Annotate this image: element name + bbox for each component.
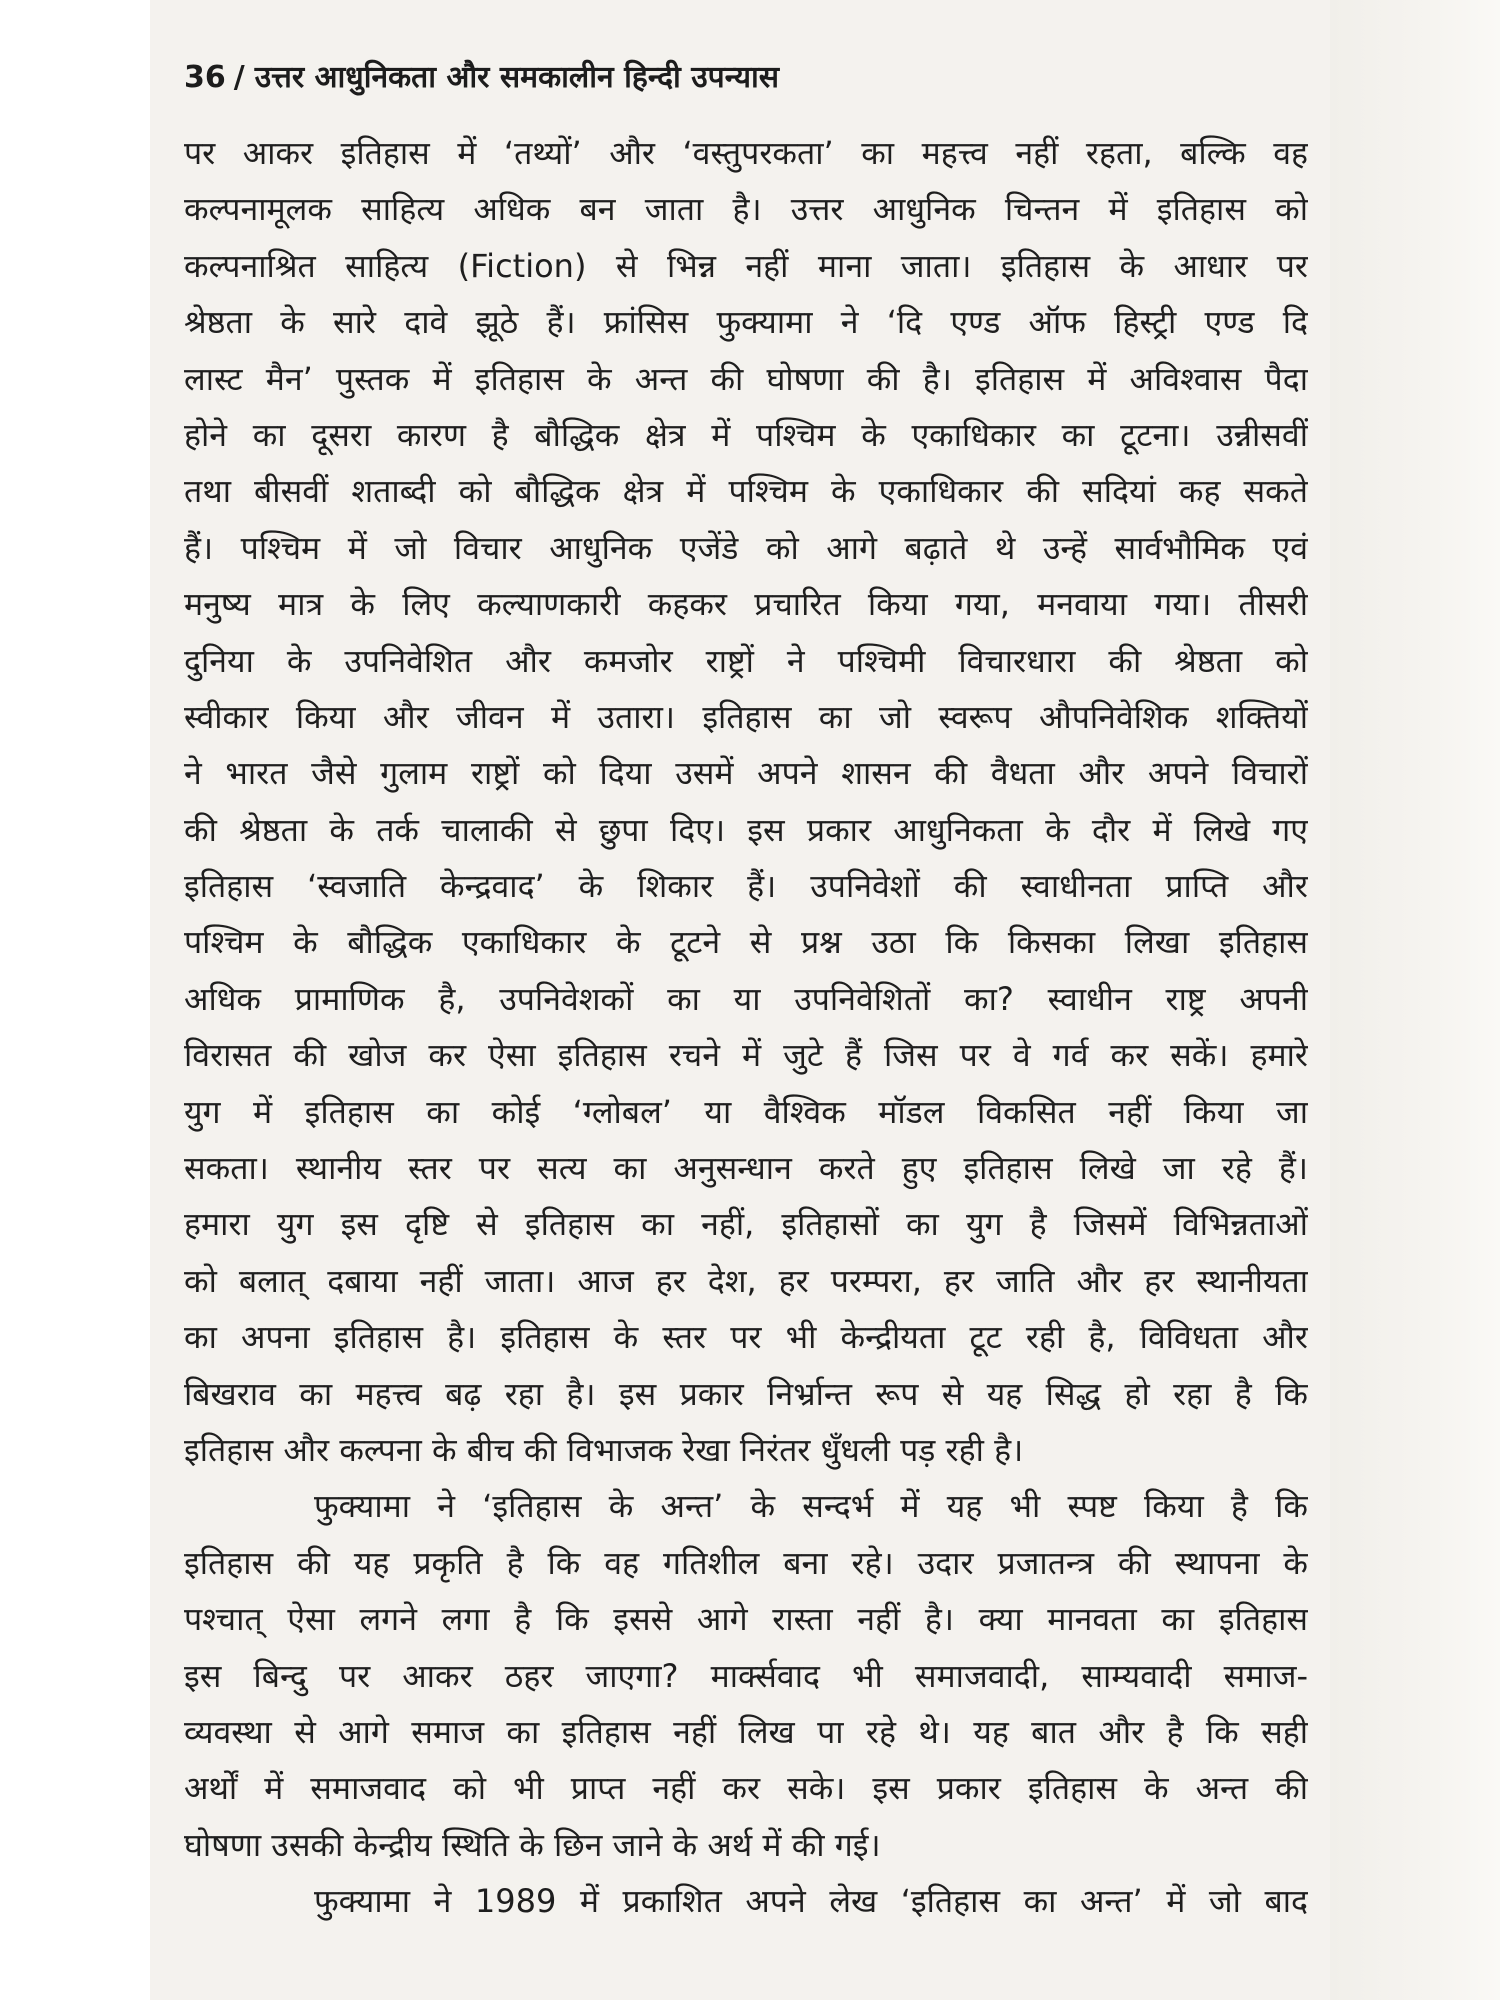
text-line: हमारा युग इस दृष्टि से इतिहास का नहीं, इतिहासों का युग है जिसमें विभिन्नताओं — [184, 1205, 1308, 1244]
text-line: अर्थों में समाजवाद को भी प्राप्त नहीं कर सके। इस प्रकार इतिहास के अन्त की — [184, 1769, 1308, 1808]
text-line: ने भारत जैसे गुलाम राष्ट्रों को दिया उसमें अपने शासन की वैधता और अपने विचारों — [184, 754, 1308, 793]
text-line: स्वीकार किया और जीवन में उतारा। इतिहास का जो स्वरूप औपनिवेशिक शक्तियों — [184, 697, 1308, 736]
text-line: विरासत की खोज कर ऐसा इतिहास रचने में जुटे हैं जिस पर वे गर्व कर सकें। हमारे — [184, 1036, 1308, 1075]
text-line: श्रेष्ठता के सारे दावे झूठे हैं। फ्रांसिस फुक्यामा ने ‘दि एण्ड ऑफ हिस्ट्री एण्ड दि — [184, 303, 1308, 342]
page-number: 36 — [184, 60, 226, 95]
text-line: तथा बीसवीं शताब्दी को बौद्धिक क्षेत्र में पश्चिम के एकाधिकार की सदियां कह सकते — [184, 472, 1308, 511]
text-line: लास्ट मैन’ पुस्तक में इतिहास के अन्त की घोषणा की है। इतिहास में अविश्वास पैदा — [184, 359, 1308, 398]
text-line: इस बिन्दु पर आकर ठहर जाएगा? मार्क्सवाद भी समाजवादी, साम्यवादी समाज- — [184, 1656, 1308, 1695]
text-line: कल्पनाश्रित साहित्य (Fiction) से भिन्न नहीं माना जाता। इतिहास के आधार पर — [184, 246, 1308, 285]
running-header — [184, 58, 1294, 98]
text-line: बिखराव का महत्त्व बढ़ रहा है। इस प्रकार निर्भ्रान्त रूप से यह सिद्ध हो रहा है कि — [184, 1374, 1308, 1413]
text-line: युग में इतिहास का कोई ‘ग्लोबल’ या वैश्विक मॉडल विकसित नहीं किया जा — [184, 1092, 1308, 1131]
paragraph-start-line: फुक्यामा ने ‘इतिहास के अन्त’ के सन्दर्भ में यह भी स्पष्ट किया है कि — [314, 1487, 1308, 1526]
text-line: को बलात् दबाया नहीं जाता। आज हर देश, हर परम्परा, हर जाति और हर स्थानीयता — [184, 1261, 1308, 1300]
text-line: अधिक प्रामाणिक है, उपनिवेशकों का या उपनिवेशितों का? स्वाधीन राष्ट्र अपनी — [184, 979, 1308, 1018]
text-line: घोषणा उसकी केन्द्रीय स्थिति के छिन जाने के अर्थ में की गई। — [184, 1825, 881, 1864]
page-left-margin — [0, 0, 150, 2000]
text-line: इतिहास ‘स्वजाति केन्द्रवाद’ के शिकार हैं। उपनिवेशों की स्वाधीनता प्राप्ति और — [184, 867, 1308, 906]
text-line: मनुष्य मात्र के लिए कल्याणकारी कहकर प्रचारित किया गया, मनवाया गया। तीसरी — [184, 585, 1308, 624]
paragraph-start-line: फुक्यामा ने 1989 में प्रकाशित अपने लेख ‘इतिहास का अन्त’ में जो बाद — [314, 1882, 1308, 1921]
text-line: का अपना इतिहास है। इतिहास के स्तर पर भी केन्द्रीयता टूट रही है, विविधता और — [184, 1318, 1308, 1357]
body-text — [184, 125, 1308, 1930]
book-title: उत्तर आधुनिकता और समकालीन हिन्दी उपन्यास — [254, 60, 780, 95]
text-line: पर आकर इतिहास में ‘तथ्यों’ और ‘वस्तुपरकता’ का महत्त्व नहीं रहता, बल्कि वह — [184, 134, 1308, 172]
text-line: दुनिया के उपनिवेशित और कमजोर राष्ट्रों ने पश्चिमी विचारधारा की श्रेष्ठता को — [184, 641, 1308, 680]
header-separator: / — [233, 60, 245, 95]
text-line: सकता। स्थानीय स्तर पर सत्य का अनुसन्धान करते हुए इतिहास लिखे जा रहे हैं। — [184, 1149, 1308, 1188]
text-line: की श्रेष्ठता के तर्क चालाकी से छुपा दिए। इस प्रकार आधुनिकता के दौर में लिखे गए — [184, 810, 1308, 849]
page-right-margin — [1330, 0, 1500, 2000]
text-line: होने का दूसरा कारण है बौद्धिक क्षेत्र में पश्चिम के एकाधिकार का टूटना। उन्नीसवीं — [184, 415, 1308, 454]
text-line: पश्चिम के बौद्धिक एकाधिकार के टूटने से प्रश्न उठा कि किसका लिखा इतिहास — [184, 923, 1308, 962]
text-line: हैं। पश्चिम में जो विचार आधुनिक एजेंडे को आगे बढ़ाते थे उन्हें सार्वभौमिक एवं — [184, 528, 1308, 567]
text-line: कल्पनामूलक साहित्य अधिक बन जाता है। उत्तर आधुनिक चिन्तन में इतिहास को — [184, 190, 1308, 229]
text-line: इतिहास और कल्पना के बीच की विभाजक रेखा निरंतर धुँधली पड़ रही है। — [184, 1430, 1024, 1469]
text-line: व्यवस्था से आगे समाज का इतिहास नहीं लिख पा रहे थे। यह बात और है कि सही — [184, 1712, 1308, 1751]
text-line: इतिहास की यह प्रकृति है कि वह गतिशील बना रहे। उदार प्रजातन्त्र की स्थापना के — [184, 1543, 1308, 1582]
text-line: पश्चात् ऐसा लगने लगा है कि इससे आगे रास्ता नहीं है। क्या मानवता का इतिहास — [184, 1600, 1308, 1639]
